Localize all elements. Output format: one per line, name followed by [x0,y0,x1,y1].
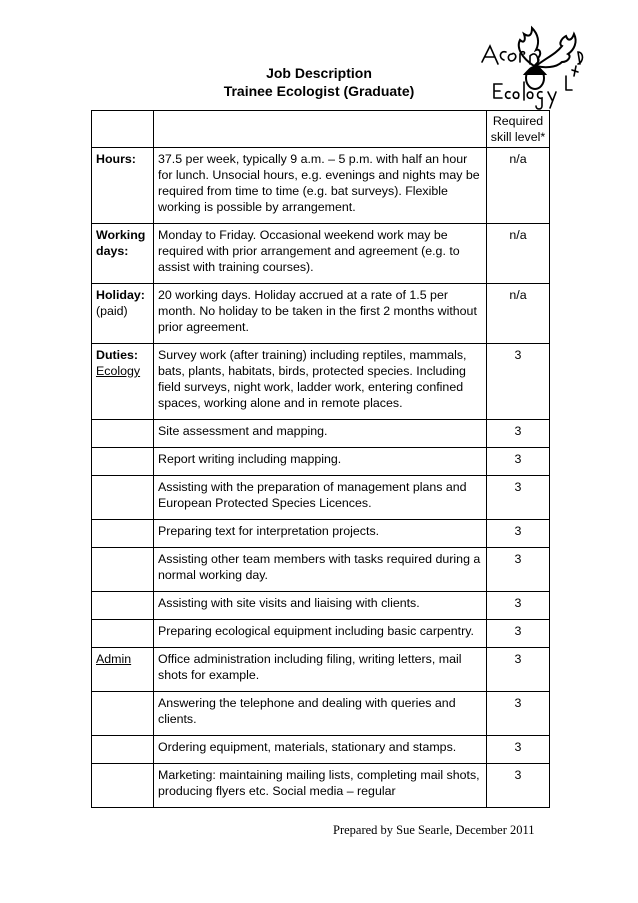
row-label: Holiday: [96,288,145,302]
row-label-cell [92,448,154,476]
row-label-cell [92,344,154,420]
row-description: Assisting with site visits and liaising with clients. [154,592,487,620]
row-label: Working days: [96,228,146,258]
row-description: Preparing text for interpretation projects. [154,520,487,548]
row-skill-level: n/a [487,224,550,284]
footer-prepared-by: Prepared by Sue Searle, December 2011 [333,823,535,837]
table-row [92,448,550,476]
table-header-row [92,111,550,148]
row-description: 20 working days. Holiday accrued at a rate of 1.5 per month. No holiday to be taken in the first 2 months without prior agreement. [154,284,487,344]
row-label-cell [92,284,154,344]
row-description: Report writing including mapping. [154,448,487,476]
table-row [92,344,550,420]
row-label-cell [92,736,154,764]
row-description: Survey work (after training) including reptiles, mammals, bats, plants, habitats, birds, protected species. Including field surveys, night work, ladder work, entering confined spaces, working alone and in remote places. [154,344,487,420]
row-sublabel: Ecology [96,364,141,378]
row-label-cell [92,420,154,448]
table-row [92,476,550,520]
row-skill-level: 3 [487,648,550,692]
row-skill-level: 3 [487,692,550,736]
row-description: Preparing ecological equipment including basic carpentry. [154,620,487,648]
row-skill-level: n/a [487,284,550,344]
document-subtitle: Trainee Ecologist (Graduate) [223,83,415,99]
job-description-table [91,110,550,808]
table-row [92,692,550,736]
row-label-cell [92,148,154,224]
table-row [92,420,550,448]
row-description: Ordering equipment, materials, stationary and stamps. [154,736,487,764]
row-description: Monday to Friday. Occasional weekend work may be required with prior arrangement and agreement (e.g. to assist with training courses). [154,224,487,284]
row-label-cell [92,592,154,620]
table-row [92,284,550,344]
row-skill-level: 3 [487,736,550,764]
document-title: Job Description [266,65,372,81]
table-row [92,224,550,284]
row-skill-level: 3 [487,592,550,620]
row-label-cell [92,224,154,284]
required-skill-level-header: Required skill level* [487,111,550,148]
row-skill-level: 3 [487,448,550,476]
row-description: Marketing: maintaining mailing lists, completing mail shots, producing flyers etc. Social media – regular [154,764,487,808]
row-skill-level: 3 [487,476,550,520]
row-sublabel: (paid) [96,304,128,318]
header-empty-cell [154,111,487,148]
row-description: Site assessment and mapping. [154,420,487,448]
row-label: Hours: [96,152,136,166]
row-description: 37.5 per week, typically 9 a.m. – 5 p.m. with half an hour for lunch. Unsocial hours, e.g. evenings and nights may be required from time to time (e.g. bat surveys). Flexible working is possible by arrangement. [154,148,487,224]
row-description: Office administration including filing, writing letters, mail shots for example. [154,648,487,692]
row-skill-level: 3 [487,520,550,548]
row-label-cell [92,764,154,808]
table-row [92,736,550,764]
row-skill-level: n/a [487,148,550,224]
row-description: Answering the telephone and dealing with queries and clients. [154,692,487,736]
table-row [92,620,550,648]
table-row [92,764,550,808]
row-label-cell [92,692,154,736]
row-label-cell [92,520,154,548]
row-sublabel: Admin [96,652,132,666]
table-row [92,148,550,224]
row-label-cell [92,476,154,520]
row-description: Assisting other team members with tasks required during a normal working day. [154,548,487,592]
table-row [92,548,550,592]
table-row [92,592,550,620]
row-label-cell [92,620,154,648]
row-skill-level: 3 [487,344,550,420]
row-skill-level: 3 [487,548,550,592]
row-description: Assisting with the preparation of management plans and European Protected Species Licences. [154,476,487,520]
table-row [92,648,550,692]
row-skill-level: 3 [487,420,550,448]
row-label-cell [92,648,154,692]
row-skill-level: 3 [487,764,550,808]
header-empty-cell [92,111,154,148]
row-label: Duties: [96,348,138,362]
acorn-ecology-logo [472,18,590,116]
row-skill-level: 3 [487,620,550,648]
row-label-cell [92,548,154,592]
table-row [92,520,550,548]
